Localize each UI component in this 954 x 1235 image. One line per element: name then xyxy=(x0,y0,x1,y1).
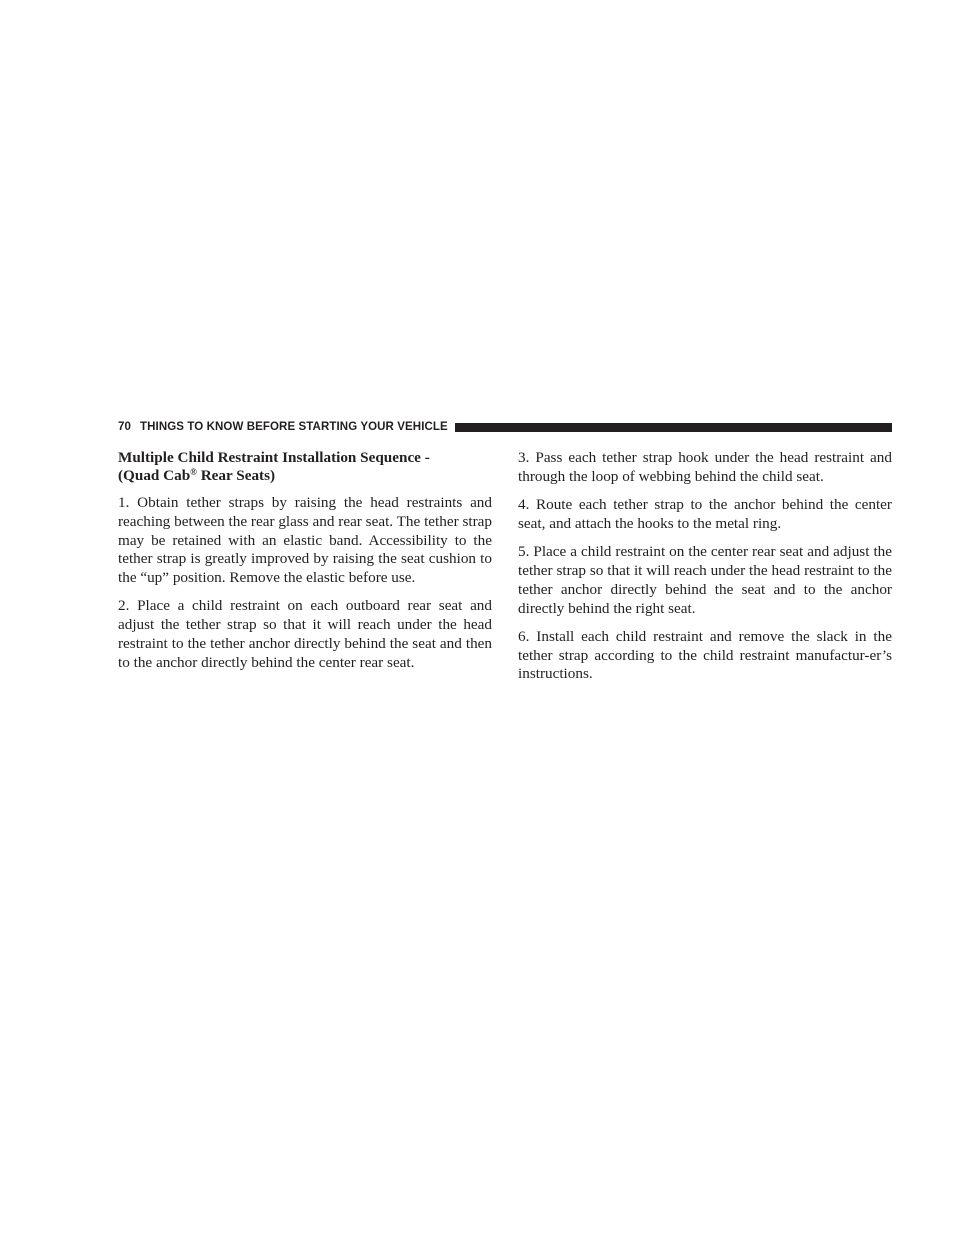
right-column xyxy=(518,449,892,694)
heading-line-1: Multiple Child Restraint Installation Sequence - xyxy=(118,449,430,466)
header-rule xyxy=(455,423,892,432)
registered-mark: ® xyxy=(190,466,197,477)
step-2-paragraph: 2. Place a child restraint on each outboard rear seat and adjust the tether strap so that it will reach under the head restraint to the tether anchor directly behind the seat and then to the anchor directly behind the center rear seat. xyxy=(118,597,492,671)
step-1-paragraph: 1. Obtain tether straps by raising the head restraints and reaching between the rear glass and rear seat. The tether strap may be retained with an elastic band. Accessibility to the tether strap is greatly improved by raising the seat cushion to the “up” position. Remove the elastic before use. xyxy=(118,494,492,587)
step-3-paragraph: 3. Pass each tether strap hook under the head restraint and through the loop of webbing behind the child seat. xyxy=(518,449,892,485)
step-6-paragraph: 6. Install each child restraint and remove the slack in the tether strap according to the child restraint manufactur-er’s instructions. xyxy=(518,627,892,683)
heading-line-2-start: (Quad Cab xyxy=(118,466,191,484)
page-number: 70 xyxy=(118,421,131,433)
section-title: THINGS TO KNOW BEFORE STARTING YOUR VEHICLE xyxy=(140,421,448,433)
heading-line-2-end: Rear Seats) xyxy=(196,466,276,484)
section-heading xyxy=(118,449,492,484)
step-4-paragraph: 4. Route each tether strap to the anchor behind the center seat, and attach the hooks to the metal ring. xyxy=(518,496,892,532)
left-column xyxy=(118,449,492,682)
page-header xyxy=(118,419,892,435)
step-5-paragraph: 5. Place a child restraint on the center rear seat and adjust the tether strap so that it will reach under the head restraint to the tether anchor directly behind the seat and to the anchor directly behind the right seat. xyxy=(518,543,892,617)
